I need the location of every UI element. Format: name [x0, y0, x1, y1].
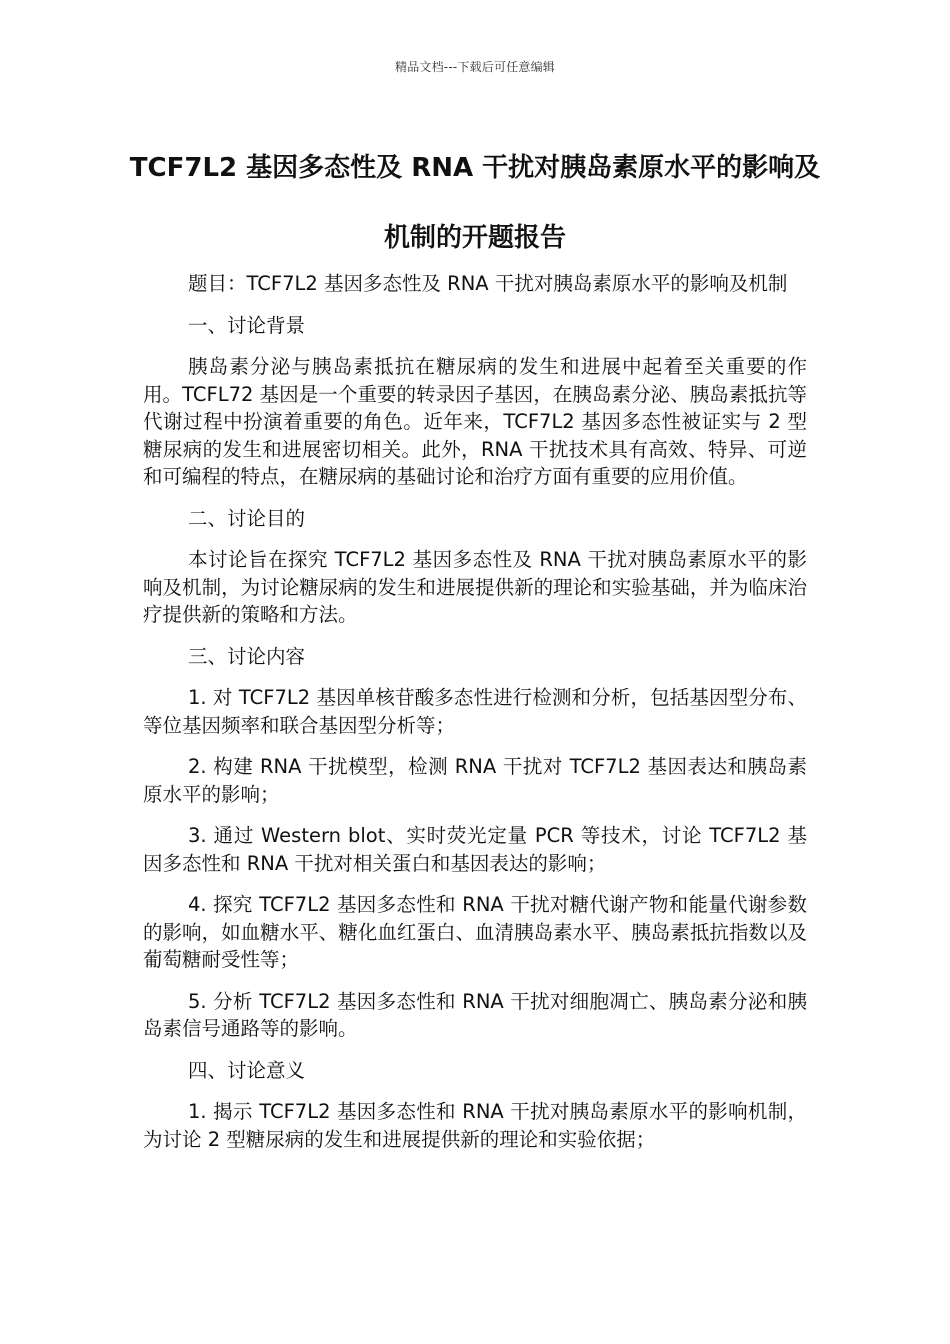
- content-item-3: 3. 通过 Western blot、实时荧光定量 PCR 等技术，讨论 TCF7L2 基因多态性和 RNA 干扰对相关蛋白和基因表达的影响；: [143, 824, 807, 875]
- section-heading-purpose: 二、讨论目的: [188, 506, 306, 530]
- background-paragraph: 胰岛素分泌与胰岛素抵抗在糖尿病的发生和进展中起着至关重要的作用。TCFL72 基因是一个重要的转录因子基因，在胰岛素分泌、胰岛素抵抗等代谢过程中扮演着重要的角色。近年来，TCF7L2 基因多态性被证实与 2 型糖尿病的发生和进展密切相关。此外，RNA 干扰技术具有高效、特异、可逆和可编程的特点，在糖尿病的基础讨论和治疗方面有重要的应用价值。: [143, 355, 807, 488]
- header-note: 精品文档---下载后可任意编辑: [395, 60, 555, 74]
- document-title: TCF7L2 基因多态性及 RNA 干扰对胰岛素原水平的影响及机制的开题报告: [129, 153, 821, 253]
- content-item-5: 5. 分析 TCF7L2 基因多态性和 RNA 干扰对细胞凋亡、胰岛素分泌和胰岛素信号通路等的影响。: [143, 989, 807, 1040]
- content-item-2: 2. 构建 RNA 干扰模型，检测 RNA 干扰对 TCF7L2 基因表达和胰岛素原水平的影响；: [143, 755, 807, 806]
- section-heading-significance: 四、讨论意义: [188, 1058, 306, 1082]
- section-heading-background: 一、讨论背景: [188, 313, 306, 337]
- purpose-paragraph: 本讨论旨在探究 TCF7L2 基因多态性及 RNA 干扰对胰岛素原水平的影响及机制，为讨论糖尿病的发生和进展提供新的理论和实验基础，并为临床治疗提供新的策略和方法。: [143, 548, 807, 626]
- topic-line: 题目：TCF7L2 基因多态性及 RNA 干扰对胰岛素原水平的影响及机制: [188, 272, 788, 295]
- content-item-4: 4. 探究 TCF7L2 基因多态性和 RNA 干扰对糖代谢产物和能量代谢参数的影响，如血糖水平、糖化血红蛋白、血清胰岛素水平、胰岛素抵抗指数以及葡萄糖耐受性等；: [143, 893, 807, 971]
- content-item-1: 1. 对 TCF7L2 基因单核苷酸多态性进行检测和分析，包括基因型分布、等位基因频率和联合基因型分析等；: [143, 686, 807, 737]
- document-body: [143, 270, 807, 1167]
- significance-item-1: 1. 揭示 TCF7L2 基因多态性和 RNA 干扰对胰岛素原水平的影响机制，为讨论 2 型糖尿病的发生和进展提供新的理论和实验依据；: [143, 1100, 807, 1151]
- section-heading-content: 三、讨论内容: [188, 644, 306, 668]
